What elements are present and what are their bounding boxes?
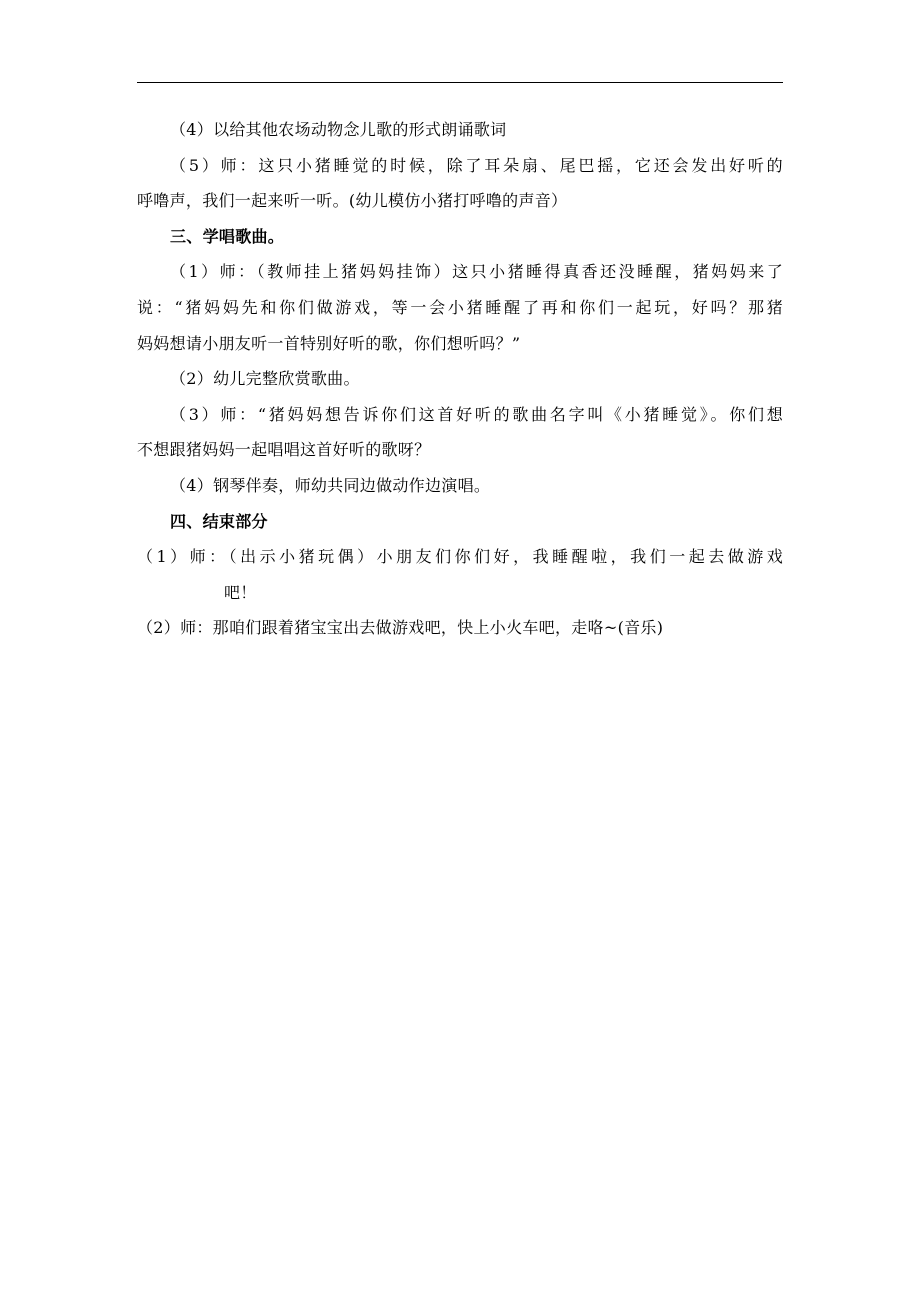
paragraph-line: （4）以给其他农场动物念儿歌的形式朗诵歌词 xyxy=(170,120,507,139)
paragraph-line: 妈妈想请小朋友听一首特别好听的歌，你们想听吗？” xyxy=(137,333,521,353)
paragraph-line: 不想跟猪妈妈一起唱唱这首好听的歌呀？ xyxy=(137,440,431,460)
document-body xyxy=(137,112,783,646)
paragraph-line: 呼噜声，我们一起来听一听。(幼儿模仿小猪打呼噜的声音） xyxy=(137,191,568,211)
paragraph-line: （1）师：（教师挂上猪妈妈挂饰）这只小猪睡得真香还没睡醒，猪妈妈来了 xyxy=(170,262,783,282)
section-heading: 四、结束部分 xyxy=(170,511,268,531)
section-heading: 三、学唱歌曲。 xyxy=(170,226,285,246)
paragraph-line: （2）幼儿完整欣赏歌曲。 xyxy=(170,369,360,389)
header-rule xyxy=(137,82,783,83)
paragraph-line: （2）师：那咱们跟着猪宝宝出去做游戏吧，快上小火车吧，走咯~(音乐) xyxy=(137,618,664,638)
paragraph-line: （1）师：（出示小猪玩偶）小朋友们你们好，我睡醒啦，我们一起去做游戏 xyxy=(137,547,783,567)
paragraph-line: （4）钢琴伴奏，师幼共同边做动作边演唱。 xyxy=(170,475,491,495)
paragraph-line: 说：“猪妈妈先和你们做游戏，等一会小猪睡醒了再和你们一起玩，好吗？那猪 xyxy=(137,297,783,317)
paragraph-line: （3）师：“猪妈妈想告诉你们这首好听的歌曲名字叫《小猪睡觉》。你们想 xyxy=(170,404,783,424)
paragraph-line: 吧！ xyxy=(224,582,257,602)
paragraph-line: （5）师：这只小猪睡觉的时候，除了耳朵扇、尾巴摇，它还会发出好听的 xyxy=(170,155,783,175)
